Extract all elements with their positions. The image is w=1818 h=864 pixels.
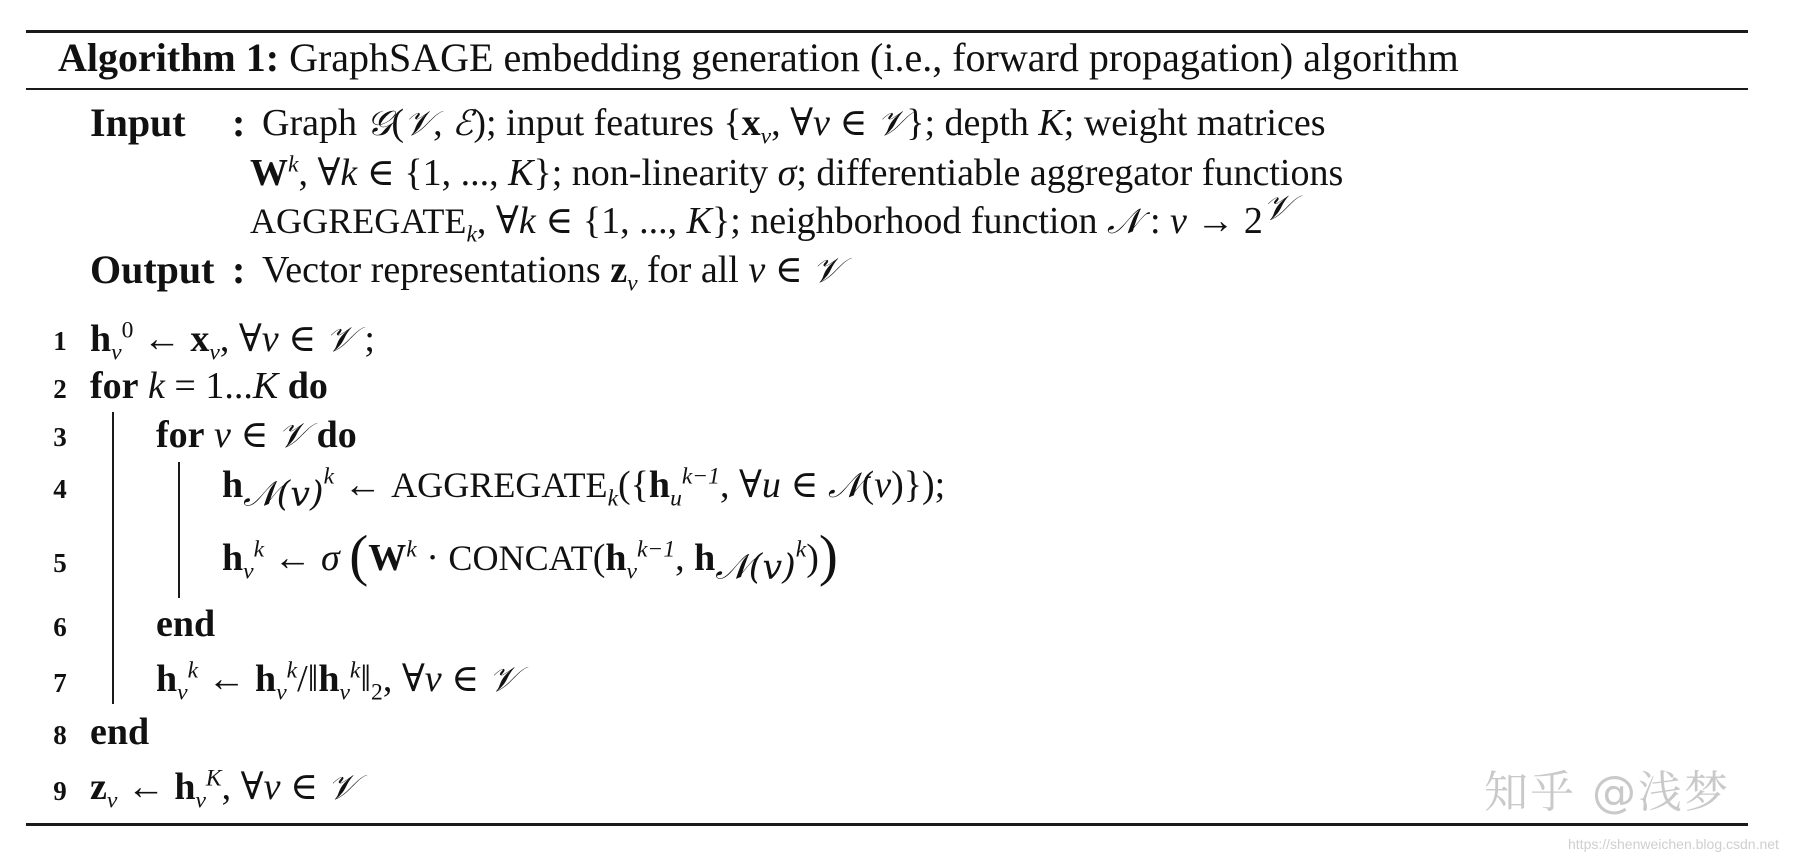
watermark-text: 知乎 @浅梦 <box>1484 767 1730 818</box>
step-1: $h_v^0$ ← $x_v$, ∀v ∈ 𝒱 ; <box>90 317 375 366</box>
step-9: $z_v$ ← $h_v^K$, ∀v ∈ 𝒱 <box>90 765 357 814</box>
outer-loop-bar <box>112 412 114 704</box>
algorithm-label: Algorithm 1: <box>58 35 280 80</box>
step-5: $h_v^k$ ← σ ($W^k$ · $CONCAT(h_v^{k-1}$, $h_{𝒩(v)}^k$)) <box>222 524 838 588</box>
output-line-1: Vector representations $z_v$ for all v ∈ 𝒱 <box>262 249 842 297</box>
line-number: 4 <box>53 474 67 504</box>
algorithm-title: GraphSAGE embedding generation (i.e., forward propagation) algorithm <box>289 35 1459 80</box>
output-colon: : <box>232 247 246 292</box>
step-8: end <box>90 711 150 753</box>
caption-rule <box>26 88 1748 90</box>
step-7: $h_v^k$ ← $h_v^k/‖h_v^k‖_2$, ∀v ∈ 𝒱 <box>156 657 518 706</box>
step-3: for v ∈ 𝒱 do <box>156 414 357 456</box>
input-line-2: $W^k$, ∀k ∈ {1, ..., K}; non-linearity σ; differentiable aggregator functions <box>250 151 1344 194</box>
algorithm-caption <box>58 34 1459 81</box>
line-number: 9 <box>53 776 67 806</box>
input-line-1: Graph 𝒢(𝒱, ℰ); input features {$x_v$, ∀v ∈ 𝒱}; depth K; weight matrices <box>262 102 1326 150</box>
bottom-rule <box>26 823 1748 826</box>
input-label: Input <box>90 100 186 145</box>
top-rule <box>26 30 1748 33</box>
input-colon: : <box>232 100 246 145</box>
line-number: 8 <box>53 720 67 750</box>
line-number: 1 <box>53 326 67 356</box>
line-number: 6 <box>53 612 67 642</box>
input-line-3: $AGGREGATE_k$, ∀k ∈ {1, ..., K}; neighborhood function 𝒩 : $v \to 2^𝒱$ <box>250 188 1293 248</box>
line-number: 3 <box>53 422 67 452</box>
output-label: Output <box>90 247 215 292</box>
line-number: 7 <box>53 668 67 698</box>
line-number: 5 <box>53 548 67 578</box>
source-url: https://shenweichen.blog.csdn.net <box>1568 836 1779 852</box>
step-2: for k = 1...K do <box>90 365 328 407</box>
step-4: $h_{𝒩(v)}^k$ ← $AGGREGATE_k(\{h_u^{k-1}$, ∀u ∈ 𝒩(v)}); <box>222 463 946 515</box>
step-6: end <box>156 603 216 645</box>
line-number: 2 <box>53 374 67 404</box>
inner-loop-bar <box>178 462 180 598</box>
